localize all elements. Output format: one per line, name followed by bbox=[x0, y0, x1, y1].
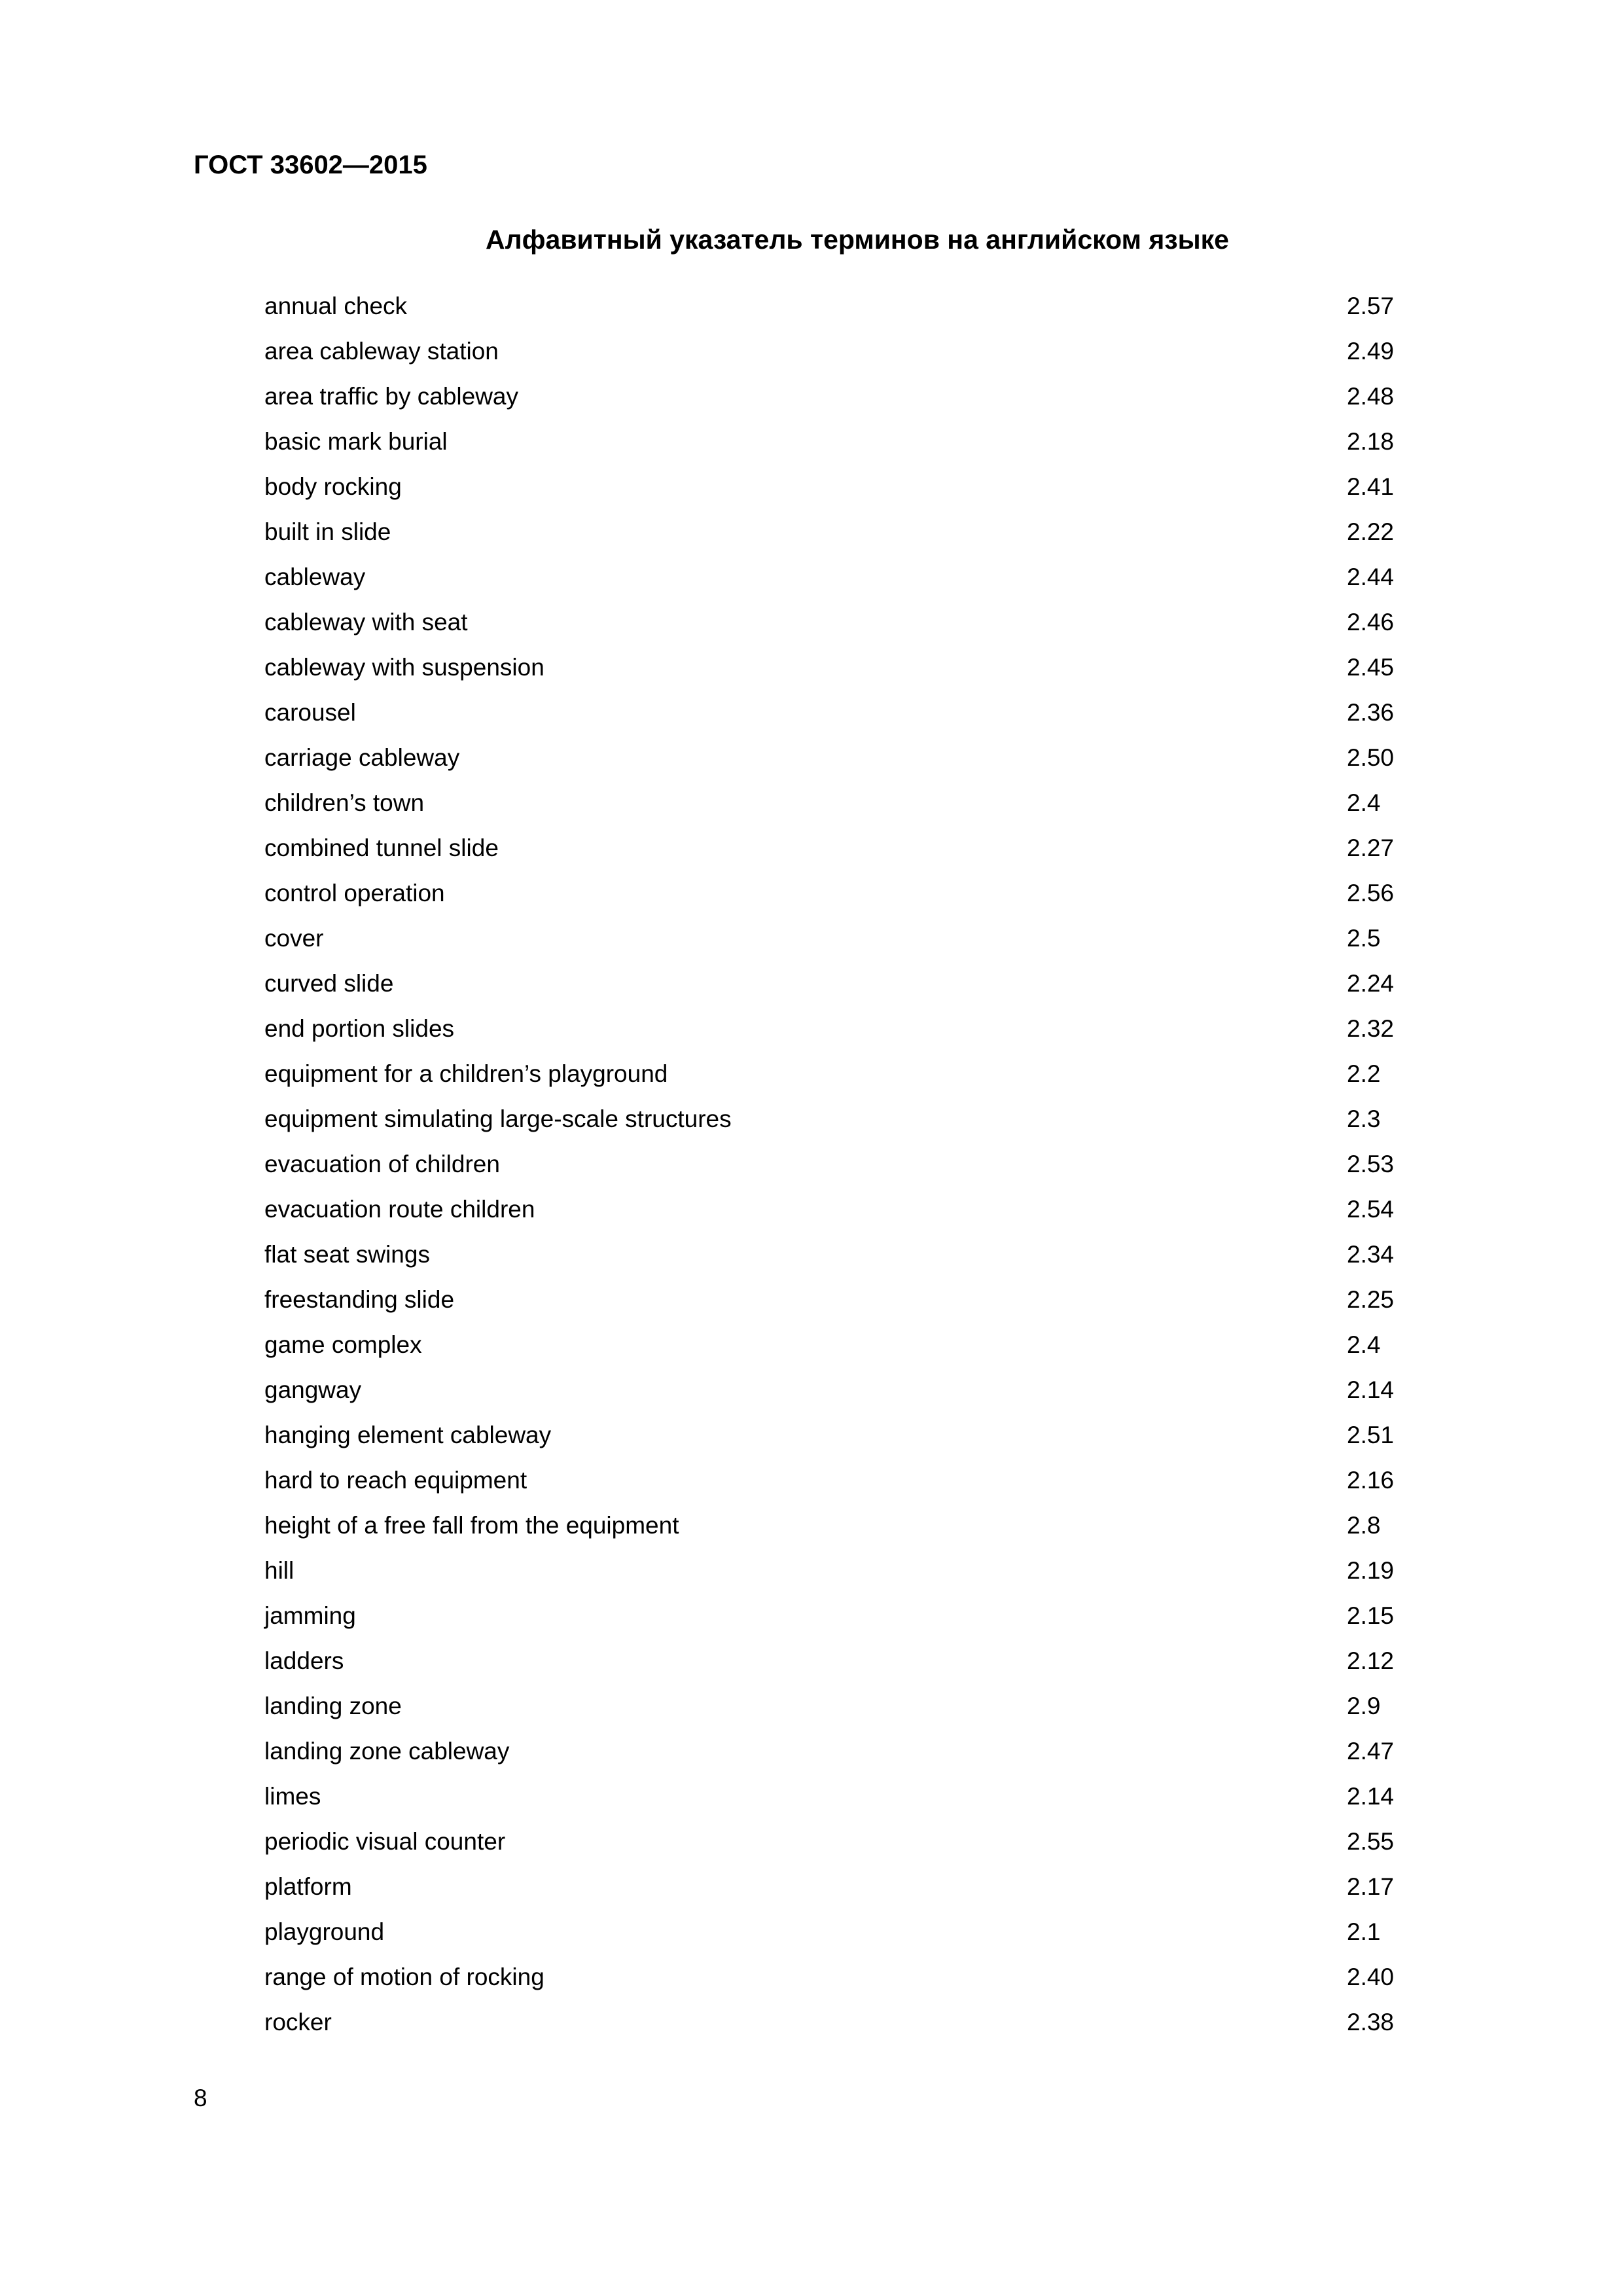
index-reference: 2.54 bbox=[1347, 1196, 1395, 1223]
index-term: cableway with seat bbox=[264, 609, 468, 636]
index-entry bbox=[264, 512, 1416, 558]
index-term: playground bbox=[264, 1918, 385, 1945]
index-entry bbox=[264, 1822, 1416, 1867]
index-reference: 2.32 bbox=[1347, 1015, 1395, 1042]
index-reference: 2.47 bbox=[1347, 1738, 1395, 1765]
index-reference: 2.19 bbox=[1347, 1557, 1395, 1584]
index-entry bbox=[264, 558, 1416, 603]
index-term: hard to reach equipment bbox=[264, 1467, 527, 1494]
index-entry bbox=[264, 603, 1416, 648]
index-entry bbox=[264, 1325, 1416, 1371]
index-entry bbox=[264, 919, 1416, 964]
index-reference: 2.24 bbox=[1347, 970, 1395, 997]
index-entry bbox=[264, 1371, 1416, 1416]
index-entry bbox=[264, 2003, 1416, 2048]
index-term: periodic visual counter bbox=[264, 1828, 506, 1855]
index-term: carousel bbox=[264, 699, 356, 726]
index-term: game complex bbox=[264, 1331, 422, 1358]
index-reference: 2.36 bbox=[1347, 699, 1395, 726]
index-entry bbox=[264, 1958, 1416, 2003]
index-entry bbox=[264, 1009, 1416, 1054]
index-reference: 2.5 bbox=[1347, 925, 1381, 952]
index-entry bbox=[264, 964, 1416, 1009]
index-term: landing zone bbox=[264, 1693, 402, 1719]
index-reference: 2.15 bbox=[1347, 1602, 1395, 1629]
index-reference: 2.38 bbox=[1347, 2009, 1395, 2036]
index-reference: 2.2 bbox=[1347, 1060, 1381, 1087]
index-reference: 2.44 bbox=[1347, 564, 1395, 590]
index-reference: 2.4 bbox=[1347, 789, 1381, 816]
index-entry bbox=[264, 1190, 1416, 1235]
index-entry bbox=[264, 738, 1416, 783]
index-reference: 2.41 bbox=[1347, 473, 1395, 500]
index-term: equipment simulating large-scale structures bbox=[264, 1105, 732, 1132]
index-term: hill bbox=[264, 1557, 294, 1584]
index-reference: 2.46 bbox=[1347, 609, 1395, 636]
index-reference: 2.9 bbox=[1347, 1693, 1381, 1719]
index-entry bbox=[264, 1912, 1416, 1958]
index-reference: 2.56 bbox=[1347, 880, 1395, 906]
index-entry bbox=[264, 1641, 1416, 1687]
index-reference: 2.22 bbox=[1347, 518, 1395, 545]
index-term: platform bbox=[264, 1873, 352, 1900]
index-term: landing zone cableway bbox=[264, 1738, 510, 1765]
index-term: annual check bbox=[264, 293, 408, 319]
index-reference: 2.53 bbox=[1347, 1151, 1395, 1177]
index-entry bbox=[264, 1777, 1416, 1822]
index-term: evacuation of children bbox=[264, 1151, 500, 1177]
index-term: cableway with suspension bbox=[264, 654, 544, 681]
index-entry bbox=[264, 1506, 1416, 1551]
index-reference: 2.14 bbox=[1347, 1376, 1395, 1403]
index-term: limes bbox=[264, 1783, 321, 1810]
index-reference: 2.51 bbox=[1347, 1422, 1395, 1448]
term-index-list bbox=[264, 287, 1416, 2048]
index-term: flat seat swings bbox=[264, 1241, 430, 1268]
index-entry bbox=[264, 693, 1416, 738]
index-entry bbox=[264, 1551, 1416, 1596]
index-entry bbox=[264, 648, 1416, 693]
index-term: basic mark burial bbox=[264, 428, 448, 455]
index-reference: 2.40 bbox=[1347, 1964, 1395, 1990]
index-entry bbox=[264, 1145, 1416, 1190]
index-entry bbox=[264, 829, 1416, 874]
index-term: height of a free fall from the equipment bbox=[264, 1512, 679, 1539]
index-entry bbox=[264, 783, 1416, 829]
index-reference: 2.8 bbox=[1347, 1512, 1381, 1539]
index-term: equipment for a children’s playground bbox=[264, 1060, 668, 1087]
index-entry bbox=[264, 377, 1416, 422]
index-term: cover bbox=[264, 925, 324, 952]
index-term: combined tunnel slide bbox=[264, 834, 499, 861]
index-entry bbox=[264, 287, 1416, 332]
index-term: control operation bbox=[264, 880, 445, 906]
index-term: area cableway station bbox=[264, 338, 499, 365]
index-reference: 2.27 bbox=[1347, 834, 1395, 861]
index-term: hanging element cableway bbox=[264, 1422, 552, 1448]
index-term: children’s town bbox=[264, 789, 425, 816]
index-reference: 2.25 bbox=[1347, 1286, 1395, 1313]
index-reference: 2.45 bbox=[1347, 654, 1395, 681]
index-term: freestanding slide bbox=[264, 1286, 455, 1313]
index-term: ladders bbox=[264, 1647, 344, 1674]
index-reference: 2.50 bbox=[1347, 744, 1395, 771]
index-entry bbox=[264, 1596, 1416, 1641]
index-reference: 2.55 bbox=[1347, 1828, 1395, 1855]
index-entry bbox=[264, 1235, 1416, 1280]
index-entry bbox=[264, 874, 1416, 919]
index-entry bbox=[264, 1867, 1416, 1912]
index-term: rocker bbox=[264, 2009, 332, 2036]
index-entry bbox=[264, 1732, 1416, 1777]
index-entry bbox=[264, 1280, 1416, 1325]
index-term: end portion slides bbox=[264, 1015, 455, 1042]
index-term: gangway bbox=[264, 1376, 362, 1403]
index-reference: 2.4 bbox=[1347, 1331, 1381, 1358]
index-title: Алфавитный указатель терминов на английском языке bbox=[486, 224, 1229, 255]
index-reference: 2.48 bbox=[1347, 383, 1395, 410]
index-entry bbox=[264, 1100, 1416, 1145]
index-reference: 2.14 bbox=[1347, 1783, 1395, 1810]
index-term: curved slide bbox=[264, 970, 394, 997]
page-number: 8 bbox=[194, 2085, 207, 2111]
index-reference: 2.12 bbox=[1347, 1647, 1395, 1674]
index-entry bbox=[264, 467, 1416, 512]
index-reference: 2.34 bbox=[1347, 1241, 1395, 1268]
index-reference: 2.1 bbox=[1347, 1918, 1381, 1945]
index-entry bbox=[264, 1054, 1416, 1100]
index-entry bbox=[264, 1416, 1416, 1461]
index-term: carriage cableway bbox=[264, 744, 460, 771]
index-reference: 2.3 bbox=[1347, 1105, 1381, 1132]
index-entry bbox=[264, 1687, 1416, 1732]
index-term: area traffic by cableway bbox=[264, 383, 519, 410]
index-entry bbox=[264, 1461, 1416, 1506]
index-term: jamming bbox=[264, 1602, 356, 1629]
index-reference: 2.57 bbox=[1347, 293, 1395, 319]
index-reference: 2.16 bbox=[1347, 1467, 1395, 1494]
index-entry bbox=[264, 332, 1416, 377]
index-entry bbox=[264, 422, 1416, 467]
index-term: built in slide bbox=[264, 518, 391, 545]
index-term: evacuation route children bbox=[264, 1196, 535, 1223]
index-reference: 2.49 bbox=[1347, 338, 1395, 365]
index-reference: 2.18 bbox=[1347, 428, 1395, 455]
standard-header: ГОСТ 33602—2015 bbox=[194, 151, 427, 179]
index-reference: 2.17 bbox=[1347, 1873, 1395, 1900]
index-term: range of motion of rocking bbox=[264, 1964, 544, 1990]
index-term: cableway bbox=[264, 564, 366, 590]
index-term: body rocking bbox=[264, 473, 402, 500]
